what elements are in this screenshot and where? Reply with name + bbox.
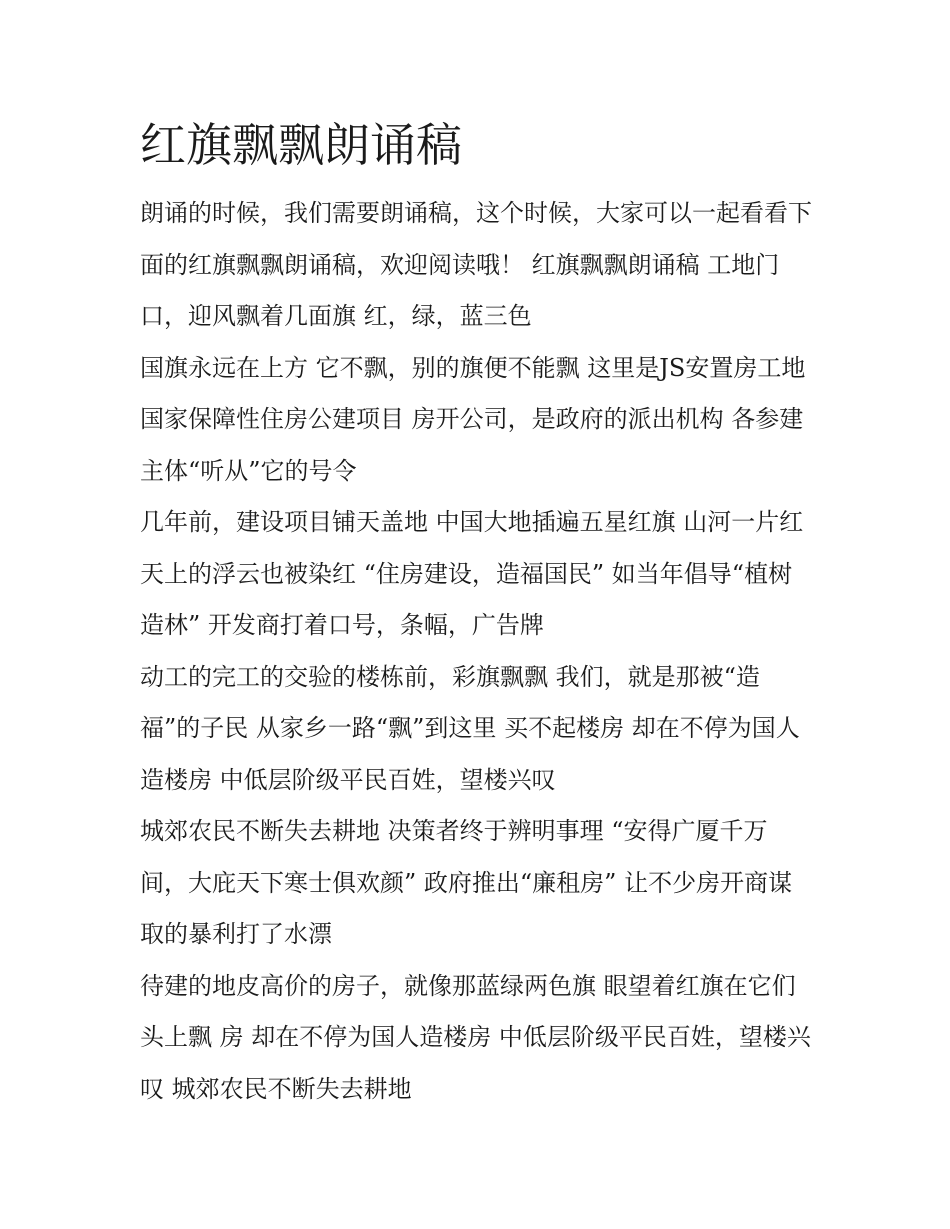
document-page	[140, 112, 812, 1115]
paragraph-3: 几年前，建设项目铺天盖地 中国大地插遍五星红旗 山河一片红 天上的浮云也被染红 “住房建设，造福国民” 如当年倡导“植树造林” 开发商打着口号，条幅，广告牌	[140, 508, 804, 639]
paragraph-5: 城郊农民不断失去耕地 决策者终于辨明事理 “安得广厦千万间，大庇天下寒士俱欢颜” 政府推出“廉租房” 让不少房开商谋取的暴利打了水漂	[140, 817, 793, 948]
paragraph-2: 国旗永远在上方 它不飘，别的旗便不能飘 这里是JS安置房工地 国家保障性住房公建项目 房开公司，是政府的派出机构 各参建主体“听从”它的号令	[140, 353, 806, 485]
paragraph-4: 动工的完工的交验的楼栋前，彩旗飘飘 我们，就是那被“造福”的子民 从家乡一路“飘”到这里 买不起楼房 却在不停为国人造楼房 中低层阶级平民百姓，望楼兴叹	[140, 662, 800, 794]
paragraph-6: 待建的地皮高价的房子，就像那蓝绿两色旗 眼望着红旗在它们头上飘 房 却在不停为国人造楼房 中低层阶级平民百姓，望楼兴叹 城郊农民不断失去耕地	[140, 971, 811, 1103]
document-title: 红旗飘飘朗诵稿	[140, 118, 462, 172]
paragraph-1: 朗诵的时候，我们需要朗诵稿，这个时候，大家可以一起看看下面的红旗飘飘朗诵稿，欢迎阅读哦！ 红旗飘飘朗诵稿 工地门口，迎风飘着几面旗 红，绿，蓝三色	[140, 199, 812, 330]
